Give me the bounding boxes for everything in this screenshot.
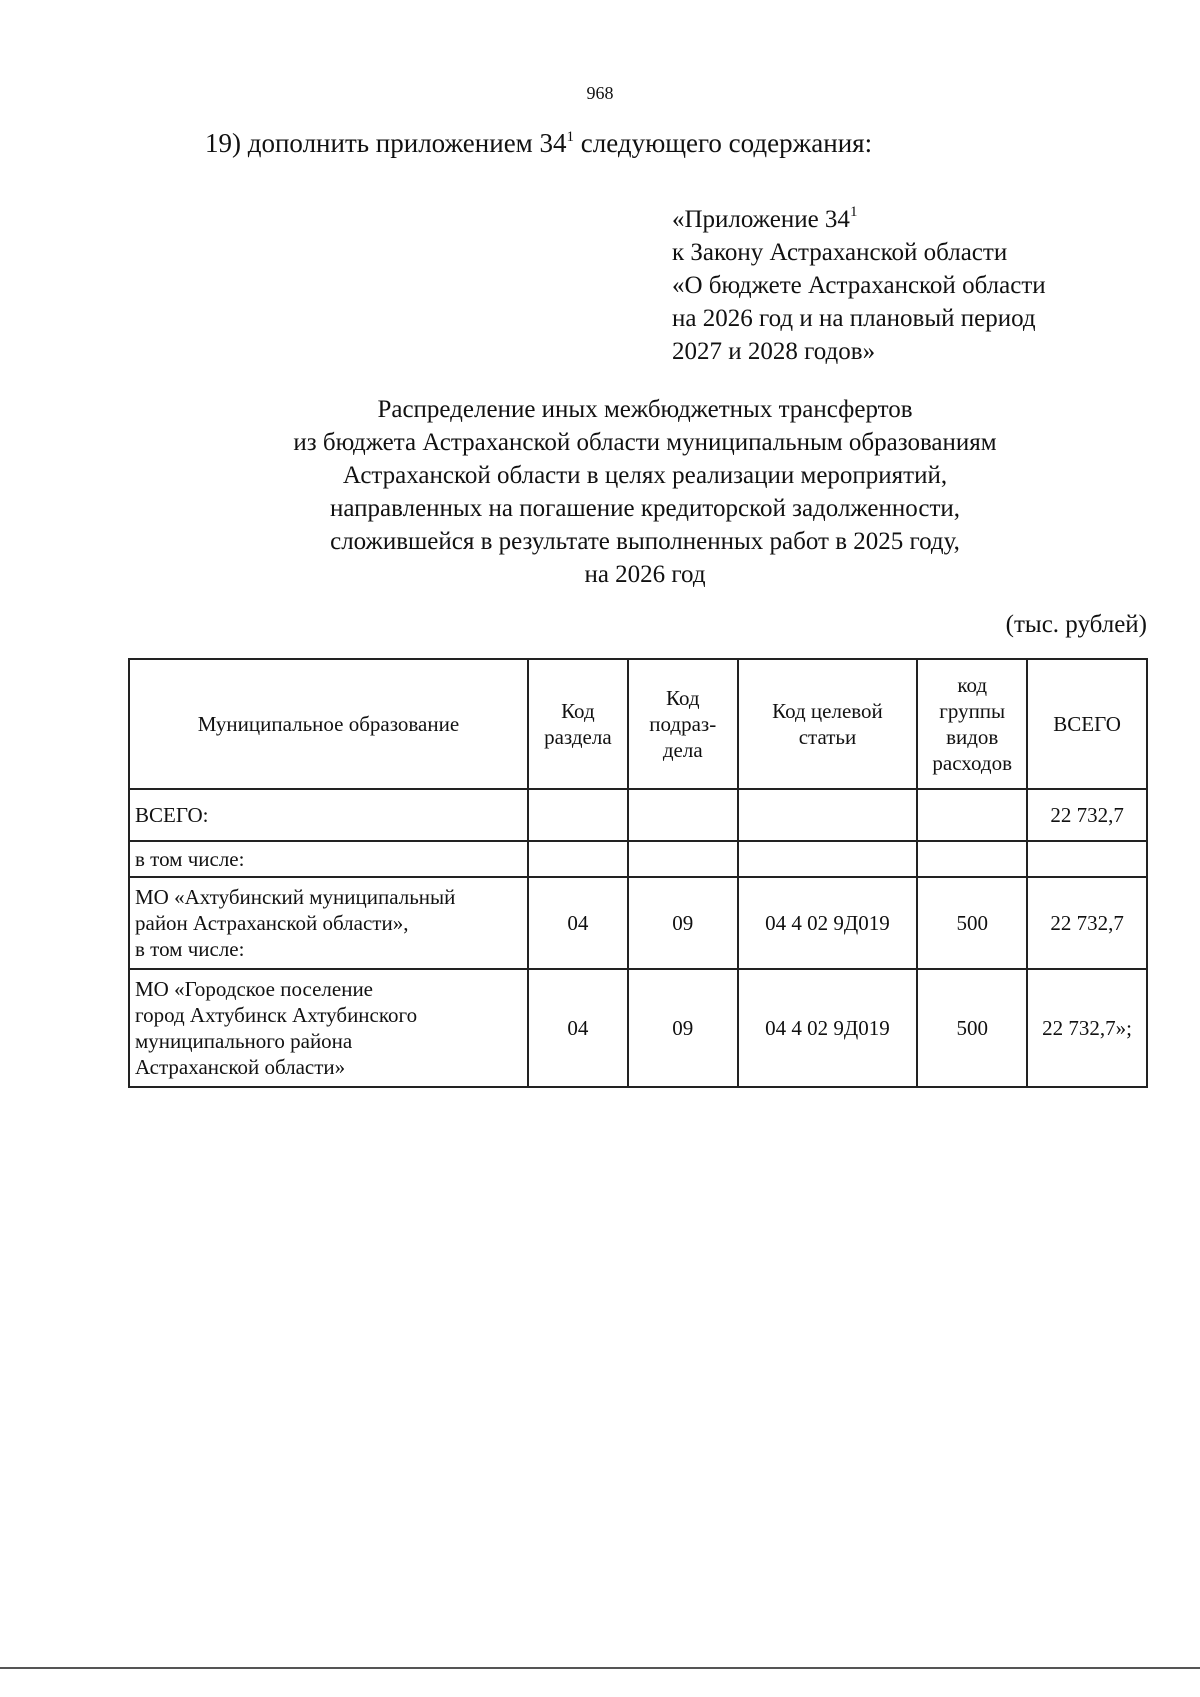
appendix-line-1: [672, 196, 1046, 236]
row-name: [129, 841, 528, 877]
row-target: 04 4 02 9Д019: [738, 877, 918, 969]
appendix-line-2: к Закону Астраханской области: [672, 239, 1008, 266]
row-total: [1027, 841, 1147, 877]
row-group: 500: [917, 877, 1027, 969]
header-text: Код: [561, 699, 595, 723]
row-subsection: 09: [628, 877, 738, 969]
intro-text-before: 19) дополнить приложением 34: [205, 128, 567, 158]
table-row: [129, 789, 1147, 841]
row-name-line: город Ахтубинск Ахтубинского: [135, 1003, 418, 1027]
header-municipality: Муниципальное образование: [129, 659, 528, 789]
title-line: Распределение иных межбюджетных трансфертов: [377, 396, 913, 423]
row-name-line: МО «Городское поселение: [135, 977, 374, 1001]
row-total: 22 732,7: [1027, 877, 1147, 969]
row-group: [917, 841, 1027, 877]
title-line: из бюджета Астраханской области муниципальным образованиям: [293, 429, 997, 456]
row-name-line: район Астраханской области»,: [135, 911, 409, 935]
title-line: на 2026 год: [584, 561, 706, 588]
appendix-reference: [672, 196, 1046, 368]
header-expense-group-code: [917, 659, 1027, 789]
header-section-code: [528, 659, 628, 789]
appendix-line-4: на 2026 год и на плановый период: [672, 305, 1036, 332]
row-total: 22 732,7»;: [1027, 969, 1147, 1087]
header-text: код: [957, 673, 988, 697]
row-name: [129, 969, 528, 1087]
row-target: [738, 841, 918, 877]
row-name-line: МО «Ахтубинский муниципальный: [135, 885, 456, 909]
intro-text-after: следующего содержания:: [574, 128, 873, 158]
header-text: группы: [939, 699, 1006, 723]
row-section: [528, 841, 628, 877]
document-title: [150, 393, 1140, 591]
title-line: сложившейся в результате выполненных работ в 2025 году,: [330, 528, 960, 555]
row-group: [917, 789, 1027, 841]
header-text: статьи: [798, 725, 857, 749]
table-row: [129, 841, 1147, 877]
header-subsection-code: [628, 659, 738, 789]
header-text: Код целевой: [772, 699, 883, 723]
row-subsection: 09: [628, 969, 738, 1087]
row-subsection: [628, 789, 738, 841]
appendix-line-1-text: «Приложение 34: [672, 206, 850, 233]
units-label: (тыс. рублей): [1005, 611, 1147, 638]
header-text: видов: [946, 725, 999, 749]
table-header-row: [129, 659, 1147, 789]
header-target-code: [738, 659, 918, 789]
row-section: 04: [528, 877, 628, 969]
header-text: дела: [662, 738, 703, 762]
row-name-line: в том числе:: [135, 847, 245, 871]
table-row: [129, 877, 1147, 969]
row-group: 500: [917, 969, 1027, 1087]
title-line: Астраханской области в целях реализации мероприятий,: [342, 462, 948, 489]
header-text: расходов: [932, 751, 1012, 775]
appendix-line-3: «О бюджете Астраханской области: [672, 272, 1046, 299]
row-name-line: в том числе:: [135, 937, 245, 961]
row-name-line: Астраханской области»: [135, 1055, 346, 1079]
header-text: подраз-: [649, 712, 717, 736]
title-line: направленных на погашение кредиторской задолженности,: [330, 495, 960, 522]
header-text: раздела: [544, 725, 612, 749]
row-total: 22 732,7: [1027, 789, 1147, 841]
row-name: [129, 789, 528, 841]
row-target: [738, 789, 918, 841]
intro-superscript: 1: [566, 129, 575, 145]
header-total: ВСЕГО: [1027, 659, 1147, 789]
table-row: [129, 969, 1147, 1087]
row-subsection: [628, 841, 738, 877]
row-name: [129, 877, 528, 969]
appendix-superscript: 1: [849, 204, 858, 220]
row-section: 04: [528, 969, 628, 1087]
intro-paragraph: [205, 128, 872, 159]
row-name-line: муниципального района: [135, 1029, 353, 1053]
row-name-line: ВСЕГО:: [135, 803, 209, 827]
row-section: [528, 789, 628, 841]
header-text: Код: [665, 686, 700, 710]
row-target: 04 4 02 9Д019: [738, 969, 918, 1087]
page-number: 968: [586, 83, 614, 103]
footer-divider: [0, 1667, 1200, 1669]
distribution-table: [128, 658, 1148, 1088]
appendix-line-5: 2027 и 2028 годов»: [672, 338, 876, 365]
